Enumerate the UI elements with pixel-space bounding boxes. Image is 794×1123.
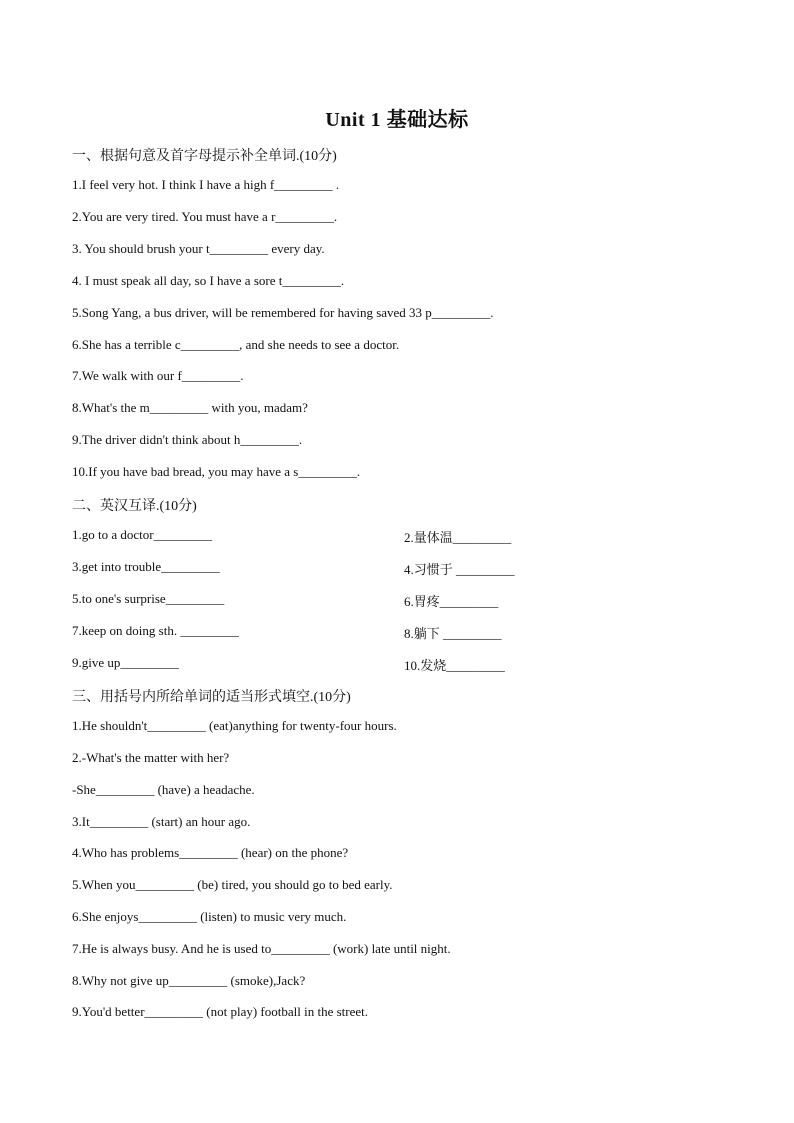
page-title: Unit 1 基础达标: [325, 109, 469, 131]
section-2-item-right: 6.胃疼_________: [404, 594, 499, 609]
section-3-item: 5.When you_________ (be) tired, you should go to bed early.: [72, 877, 393, 892]
section-1-item: 8.What's the m_________ with you, madam?: [72, 400, 308, 415]
section-2-item-left: 3.get into trouble_________: [72, 559, 220, 574]
section-2-item-right: 2.量体温_________: [404, 530, 512, 545]
section-3-item: 4.Who has problems_________ (hear) on the phone?: [72, 845, 349, 860]
section-2-item-left: 9.give up_________: [72, 655, 179, 670]
section-2-item-left: 1.go to a doctor_________: [72, 527, 213, 542]
section-2-item-right: 8.躺下 _________: [404, 626, 502, 641]
section-2-item-right: 4.习惯于 _________: [404, 562, 515, 577]
section-3-item: 9.You'd better_________ (not play) football in the street.: [72, 1004, 369, 1019]
section-2-heading: 二、英汉互译.(10分): [72, 499, 197, 514]
section-3-item: 6.She enjoys_________ (listen) to music very much.: [72, 909, 347, 924]
section-1-item: 9.The driver didn't think about h_________.: [72, 432, 303, 447]
section-1-item: 4. I must speak all day, so I have a sore t_________.: [72, 273, 345, 288]
section-3-item: -She_________ (have) a headache.: [72, 782, 255, 797]
section-3-item: 8.Why not give up_________ (smoke),Jack?: [72, 973, 306, 988]
section-3-item: 1.He shouldn't_________ (eat)anything for twenty-four hours.: [72, 718, 397, 733]
section-1-item: 1.I feel very hot. I think I have a high f_________ .: [72, 177, 340, 192]
section-2-item-left: 7.keep on doing sth. _________: [72, 623, 239, 638]
section-1-item: 10.If you have bad bread, you may have a s_________.: [72, 464, 361, 479]
section-1-heading: 一、根据句意及首字母提示补全单词.(10分): [72, 149, 337, 164]
section-3-item: 2.-What's the matter with her?: [72, 750, 230, 765]
section-1-item: 3. You should brush your t_________ every day.: [72, 241, 325, 256]
section-3-item: 3.It_________ (start) an hour ago.: [72, 814, 251, 829]
section-3-item: 7.He is always busy. And he is used to_________ (work) late until night.: [72, 941, 451, 956]
section-1-item: 5.Song Yang, a bus driver, will be remembered for having saved 33 p_________.: [72, 305, 494, 320]
section-1-item: 6.She has a terrible c_________, and she needs to see a doctor.: [72, 337, 400, 352]
section-3-heading: 三、用括号内所给单词的适当形式填空.(10分): [72, 690, 351, 705]
section-1-item: 2.You are very tired. You must have a r_________.: [72, 209, 338, 224]
section-1-item: 7.We walk with our f_________.: [72, 368, 244, 383]
section-2-item-right: 10.发烧_________: [404, 658, 505, 673]
section-2-item-left: 5.to one's surprise_________: [72, 591, 225, 606]
